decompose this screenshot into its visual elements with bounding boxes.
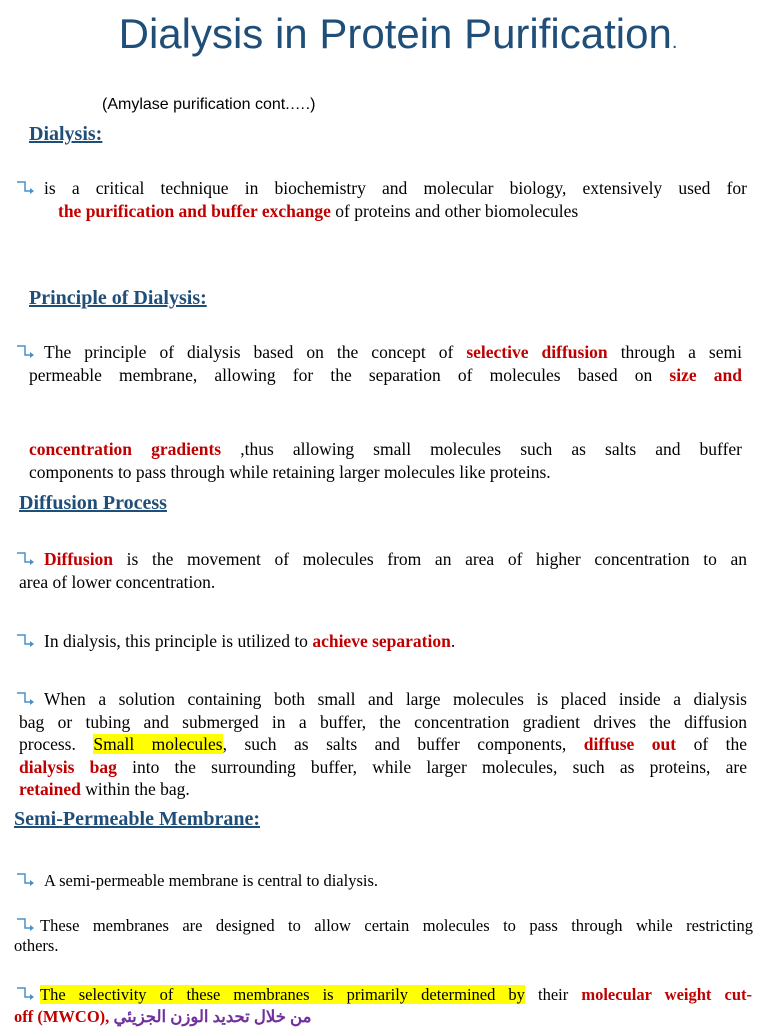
emphasis-text: diffuse out — [583, 734, 677, 754]
text: The principle of dialysis based on the concept of — [44, 342, 467, 362]
text: , such as salts and buffer components, — [222, 734, 584, 754]
text: of proteins and other biomolecules — [330, 200, 579, 221]
emphasis-text: concentration gradients — [29, 439, 222, 459]
line — [16, 984, 752, 1006]
line — [14, 936, 753, 956]
arrow-bullet-icon — [16, 917, 36, 931]
heading-diffusion: Diffusion Process — [19, 492, 167, 514]
text: into the surrounding buffer, while larger molecules, such as proteins, are — [116, 756, 747, 777]
emphasis-text: the purification and buffer exchange — [58, 200, 331, 221]
text: process. — [19, 734, 94, 754]
text: their — [524, 985, 582, 1004]
text: When a solution containing both small and large molecules is placed inside a dialysis — [44, 689, 747, 709]
emphasis-text: dialysis bag — [19, 756, 117, 777]
arrow-bullet-icon — [16, 691, 36, 705]
text: through a semi — [607, 342, 742, 362]
line — [29, 438, 742, 461]
emphasis-text: selective diffusion — [466, 342, 608, 362]
text: is a critical technique in biochemistry and molecular biology, extensively used for — [44, 178, 747, 198]
arrow-bullet-icon — [16, 633, 36, 647]
paragraph-diffusion-definition — [16, 548, 747, 593]
paragraph-dialysis-definition — [16, 177, 747, 222]
line — [16, 711, 747, 734]
text: ,thus allowing small molecules such as salts and buffer — [221, 439, 742, 459]
paragraph-diffusion-process — [16, 688, 747, 801]
line — [16, 916, 753, 936]
arrow-bullet-icon — [16, 344, 36, 358]
arrow-bullet-icon — [16, 551, 36, 565]
paragraph-principle-continued — [29, 438, 742, 483]
highlighted-text: The selectivity of these membranes is primarily determined by — [40, 985, 525, 1004]
line — [14, 1006, 752, 1028]
paragraph-principle — [16, 341, 742, 386]
paragraph-dialysis-principle — [16, 630, 455, 653]
emphasis-text: achieve separation — [312, 631, 451, 651]
line — [16, 688, 747, 711]
text: components to pass through while retaining larger molecules like proteins. — [29, 461, 551, 482]
text: within the bag. — [80, 779, 190, 799]
paragraph-membrane-selectivity — [16, 984, 752, 1028]
heading-membrane: Semi-Permeable Membrane: — [14, 808, 261, 830]
paragraph-membrane-design — [16, 916, 753, 956]
line — [16, 200, 747, 223]
arrow-bullet-icon — [16, 180, 36, 194]
text: In dialysis, this principle is utilized to — [44, 631, 313, 651]
line — [16, 364, 742, 387]
emphasis-text: retained — [19, 779, 81, 799]
text: A semi-permeable membrane is central to dialysis. — [44, 871, 379, 890]
heading-dialysis: Dialysis: — [29, 123, 103, 145]
text: of the — [676, 734, 748, 754]
paragraph-membrane-central — [16, 870, 378, 893]
text: bag or tubing and submerged in a buffer, the concentration gradient drives the diffusion — [19, 711, 747, 732]
arrow-bullet-icon — [16, 986, 36, 1000]
title-text: Dialysis in Protein Purification — [118, 10, 672, 57]
line — [29, 461, 742, 484]
emphasis-text: size and — [669, 364, 742, 385]
subtitle: (Amylase purification cont.….) — [102, 96, 316, 113]
line — [16, 756, 747, 779]
title-dot: . — [671, 31, 678, 53]
line — [16, 778, 747, 801]
text: others. — [14, 936, 59, 955]
line — [16, 341, 742, 364]
line — [16, 733, 747, 756]
line — [16, 548, 747, 571]
line — [16, 177, 747, 200]
highlighted-text: Small molecules — [93, 734, 223, 754]
emphasis-text: off (MWCO), — [14, 1007, 110, 1026]
text: is the movement of molecules from an area of higher concentration to an — [113, 549, 747, 569]
page-title — [0, 10, 768, 58]
emphasis-text: Diffusion — [44, 549, 114, 569]
text: These membranes are designed to allow certain molecules to pass through while restricting — [40, 916, 753, 935]
text: . — [450, 631, 456, 651]
text: permeable membrane, allowing for the separation of molecules based on — [29, 364, 670, 385]
arrow-bullet-icon — [16, 872, 36, 886]
arabic-annotation: من خلال تحديد الوزن الجزيئي — [113, 1007, 312, 1026]
emphasis-text: molecular weight cut- — [581, 985, 752, 1004]
text: area of lower concentration. — [19, 571, 216, 592]
heading-principle: Principle of Dialysis: — [29, 287, 207, 309]
line — [16, 571, 747, 594]
